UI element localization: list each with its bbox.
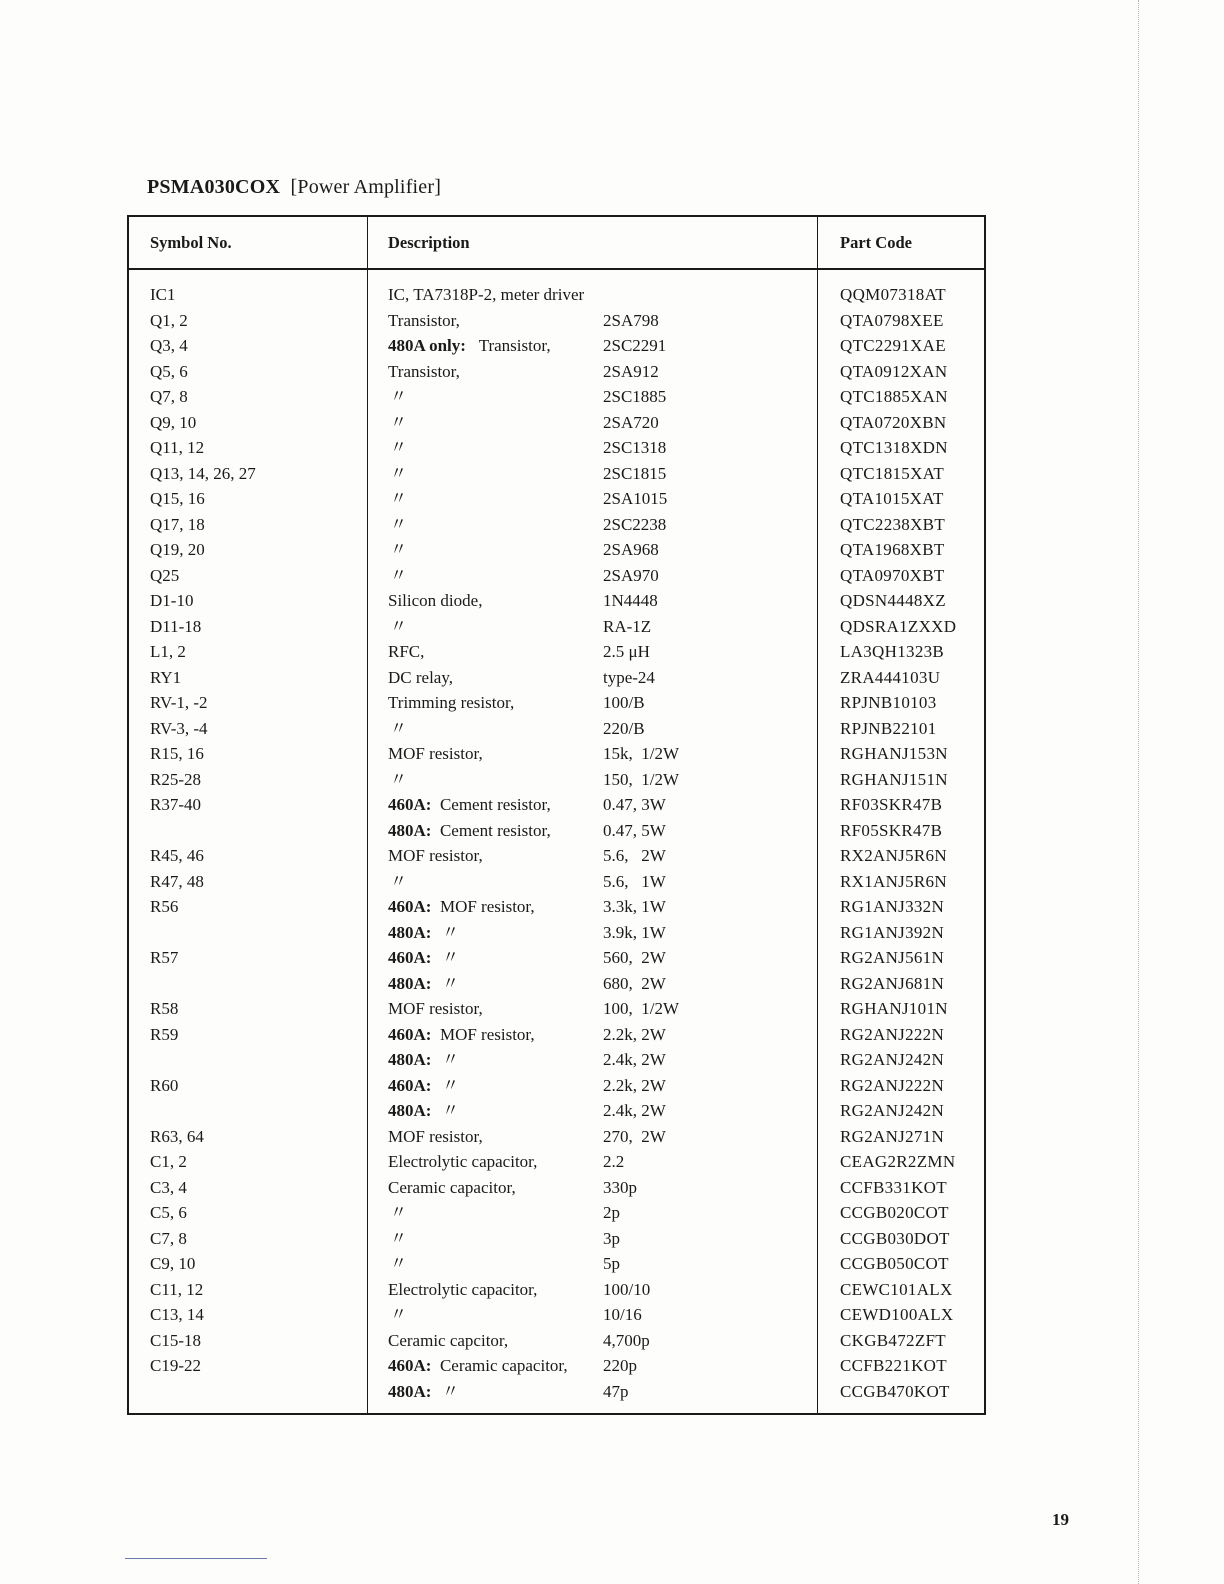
symbol-cell: Q13, 14, 26, 27 xyxy=(150,463,256,483)
symbol-cell: C3, 4 xyxy=(150,1177,187,1197)
symbol-cell: D11-18 xyxy=(150,616,202,636)
value-cell: 47p xyxy=(603,1381,629,1401)
value-cell: 1N4448 xyxy=(603,591,658,610)
description-cell xyxy=(388,996,483,1022)
table-row xyxy=(129,563,984,589)
symbol-cell: R37-40 xyxy=(150,795,201,814)
description-cell xyxy=(388,1302,407,1328)
description-text: IC, TA7318P-2, meter driver xyxy=(388,285,585,304)
description-cell xyxy=(388,461,407,487)
description-text: Electrolytic capacitor, xyxy=(388,1279,538,1299)
description-cell xyxy=(388,1124,483,1150)
description-text: 〃 xyxy=(441,1101,459,1120)
description-cell xyxy=(388,537,407,563)
symbol-cell: Q11, 12 xyxy=(150,438,205,457)
description-text: 〃 xyxy=(390,412,407,432)
model-prefix: 460A: xyxy=(388,948,432,967)
table-row xyxy=(129,384,984,410)
table-row xyxy=(129,614,984,640)
description-text: 〃 xyxy=(441,948,459,967)
header-symbol: Symbol No. xyxy=(150,233,232,252)
table-row xyxy=(129,741,984,767)
value-cell: 100/10 xyxy=(603,1279,651,1299)
part-code-cell: RPJNB10103 xyxy=(840,693,937,712)
description-cell xyxy=(388,333,551,359)
symbol-cell: Q9, 10 xyxy=(150,412,197,432)
description-cell xyxy=(388,282,584,308)
part-code-cell: CCFB221KOT xyxy=(840,1356,947,1375)
table-row xyxy=(129,1200,984,1226)
model-prefix: 480A only: xyxy=(388,336,466,355)
symbol-cell: IC1 xyxy=(150,285,176,304)
description-text: 〃 xyxy=(390,463,407,483)
table-row xyxy=(129,1328,984,1354)
value-cell: 220p xyxy=(603,1356,637,1375)
value-cell: 150, 1/2W xyxy=(603,769,680,789)
symbol-cell: Q17, 18 xyxy=(150,514,205,534)
part-code-cell: RPJNB22101 xyxy=(840,718,937,738)
part-code-cell: RGHANJ151N xyxy=(840,769,948,789)
model-number: PSMA030COX xyxy=(147,176,281,198)
description-cell xyxy=(388,1353,568,1379)
description-text: 〃 xyxy=(441,1075,459,1095)
description-cell xyxy=(388,308,460,334)
symbol-cell: Q15, 16 xyxy=(150,489,205,508)
part-code-cell: QTA0798XEE xyxy=(840,310,944,330)
value-cell: 2SA970 xyxy=(603,565,659,585)
model-prefix: 480A: xyxy=(388,922,432,942)
description-cell xyxy=(388,1277,537,1303)
header-divider xyxy=(129,268,984,270)
description-text: Ceramic capcitor, xyxy=(388,1330,509,1350)
part-code-cell: CCFB331KOT xyxy=(840,1177,947,1197)
part-code-cell: CKGB472ZFT xyxy=(840,1330,946,1350)
table-row xyxy=(129,333,984,359)
symbol-cell: Q5, 6 xyxy=(150,361,188,381)
description-cell xyxy=(388,843,483,869)
part-code-cell: QTC2291XAE xyxy=(840,336,946,355)
part-code-cell: RGHANJ101N xyxy=(840,999,948,1018)
part-code-cell: QQM07318AT xyxy=(840,285,946,304)
value-cell: 2SA912 xyxy=(603,361,659,381)
part-code-cell: ZRA444103U xyxy=(840,667,941,687)
table-row xyxy=(129,996,984,1022)
value-cell: 2SA1015 xyxy=(603,489,668,508)
description-cell xyxy=(388,945,459,971)
description-cell xyxy=(388,665,453,691)
symbol-cell: C19-22 xyxy=(150,1356,201,1375)
part-code-cell: RX1ANJ5R6N xyxy=(840,871,947,891)
symbol-cell: R58 xyxy=(150,999,179,1018)
value-cell: 2.2k, 2W xyxy=(603,1075,666,1095)
description-cell xyxy=(388,1200,407,1226)
symbol-cell: RV-3, -4 xyxy=(150,718,208,738)
footnote-rule xyxy=(125,1558,267,1559)
parts-table xyxy=(127,215,986,1415)
table-row xyxy=(129,435,984,461)
part-code-cell: CEWD100ALX xyxy=(840,1305,954,1324)
description-text: Trimming resistor, xyxy=(388,693,515,712)
description-text: 〃 xyxy=(390,514,407,534)
table-row xyxy=(129,1251,984,1277)
value-cell: 2SC1815 xyxy=(603,463,667,483)
table-row xyxy=(129,1124,984,1150)
value-cell: 100, 1/2W xyxy=(603,999,680,1018)
symbol-cell: C7, 8 xyxy=(150,1228,187,1248)
part-code-cell: RG2ANJ222N xyxy=(840,1024,945,1044)
table-row xyxy=(129,767,984,793)
table-row xyxy=(129,1149,984,1175)
table-row xyxy=(129,639,984,665)
symbol-cell: Q25 xyxy=(150,565,180,585)
table-body xyxy=(129,282,984,1404)
part-code-cell: QTC1885XAN xyxy=(840,387,948,406)
model-prefix: 460A: xyxy=(388,897,432,916)
description-text: 〃 xyxy=(390,565,407,585)
table-row xyxy=(129,894,984,920)
description-text: 〃 xyxy=(390,769,407,789)
description-cell xyxy=(388,1098,459,1124)
value-cell: 3.9k, 1W xyxy=(603,922,666,942)
description-text: 〃 xyxy=(390,616,407,636)
table-row xyxy=(129,1022,984,1048)
description-cell xyxy=(388,639,424,665)
description-cell xyxy=(388,894,535,920)
description-cell xyxy=(388,869,407,895)
symbol-cell: C15-18 xyxy=(150,1330,201,1350)
part-code-cell: RG1ANJ392N xyxy=(840,922,945,942)
part-code-cell: QTA0720XBN xyxy=(840,412,947,432)
value-cell: 4,700p xyxy=(603,1330,650,1350)
description-cell xyxy=(388,716,407,742)
description-cell xyxy=(388,767,407,793)
part-code-cell: CEAG2R2ZMN xyxy=(840,1152,956,1171)
part-code-cell: QTA0912XAN xyxy=(840,361,948,381)
description-cell xyxy=(388,486,407,512)
part-code-cell: CCGB030DOT xyxy=(840,1228,950,1248)
description-text: 〃 xyxy=(441,1050,459,1069)
model-prefix: 480A: xyxy=(388,1101,432,1120)
model-prefix: 480A: xyxy=(388,820,432,840)
value-cell: 3p xyxy=(603,1228,620,1248)
value-cell: 2.5 μH xyxy=(603,642,650,661)
description-cell xyxy=(388,563,407,589)
value-cell: 0.47, 5W xyxy=(603,820,666,840)
description-text: Ceramic capacitor, xyxy=(439,1356,568,1375)
symbol-cell: RY1 xyxy=(150,667,182,687)
description-text: MOF resistor, xyxy=(439,897,535,916)
table-row xyxy=(129,282,984,308)
part-code-cell: CCGB020COT xyxy=(840,1203,949,1222)
description-text: 〃 xyxy=(390,1305,407,1324)
part-code-cell: RG2ANJ222N xyxy=(840,1075,945,1095)
description-text: 〃 xyxy=(441,922,459,942)
value-cell: 15k, 1/2W xyxy=(603,744,680,763)
symbol-cell: C1, 2 xyxy=(150,1152,187,1171)
table-row xyxy=(129,588,984,614)
value-cell: 2p xyxy=(603,1203,620,1222)
value-cell: 2.4k, 2W xyxy=(603,1101,666,1120)
table-row xyxy=(129,1302,984,1328)
part-code-cell: LA3QH1323B xyxy=(840,642,945,661)
symbol-cell: Q3, 4 xyxy=(150,336,188,355)
description-text: 〃 xyxy=(390,387,407,406)
description-text: DC relay, xyxy=(388,667,453,687)
table-row xyxy=(129,1175,984,1201)
part-code-cell: RG2ANJ242N xyxy=(840,1101,945,1120)
symbol-cell: R25-28 xyxy=(150,769,201,789)
description-text: MOF resistor, xyxy=(388,999,483,1018)
part-code-cell: QDSRA1ZXXD xyxy=(840,616,957,636)
description-text: Transistor, xyxy=(388,310,460,330)
table-row xyxy=(129,716,984,742)
part-code-cell: QTC1815XAT xyxy=(840,463,945,483)
description-text: 〃 xyxy=(390,438,407,457)
description-cell xyxy=(388,1149,537,1175)
description-text: Cement resistor, xyxy=(439,820,551,840)
description-cell xyxy=(388,512,407,538)
value-cell: 560, 2W xyxy=(603,948,666,967)
symbol-cell: C11, 12 xyxy=(150,1279,204,1299)
table-row xyxy=(129,690,984,716)
description-cell xyxy=(388,1379,459,1405)
part-code-cell: CCGB470KOT xyxy=(840,1381,950,1401)
part-code-cell: QTC1318XDN xyxy=(840,438,948,457)
model-prefix: 460A: xyxy=(388,1356,432,1375)
description-text: MOF resistor, xyxy=(388,1126,483,1146)
model-prefix: 460A: xyxy=(388,1024,432,1044)
part-code-cell: RG2ANJ242N xyxy=(840,1050,945,1069)
part-code-cell: RF05SKR47B xyxy=(840,820,943,840)
description-text: 〃 xyxy=(390,1228,407,1248)
value-cell: 270, 2W xyxy=(603,1126,666,1146)
description-cell xyxy=(388,1022,535,1048)
value-cell: 2SC1885 xyxy=(603,387,667,406)
table-row xyxy=(129,843,984,869)
table-row xyxy=(129,308,984,334)
description-cell xyxy=(388,1328,508,1354)
part-code-cell: RG2ANJ681N xyxy=(840,973,945,993)
description-cell xyxy=(388,690,514,716)
symbol-cell: Q19, 20 xyxy=(150,540,205,559)
value-cell: 2.2 xyxy=(603,1152,625,1171)
description-text: 〃 xyxy=(390,1203,407,1222)
part-code-cell: RF03SKR47B xyxy=(840,795,943,814)
value-cell: 5p xyxy=(603,1254,620,1273)
part-code-cell: QTA1015XAT xyxy=(840,489,944,508)
description-text: 〃 xyxy=(390,1254,407,1273)
table-row xyxy=(129,537,984,563)
table-row xyxy=(129,461,984,487)
table-row xyxy=(129,869,984,895)
part-code-cell: QTA1968XBT xyxy=(840,540,945,559)
description-text: 〃 xyxy=(441,973,459,993)
symbol-cell: R15, 16 xyxy=(150,744,204,763)
description-text: MOF resistor, xyxy=(439,1024,535,1044)
description-cell xyxy=(388,588,482,614)
value-cell: type-24 xyxy=(603,667,655,687)
description-cell xyxy=(388,1251,407,1277)
description-text: Transistor, xyxy=(388,361,460,381)
description-text: Cement resistor, xyxy=(439,795,551,814)
part-code-cell: CEWC101ALX xyxy=(840,1279,953,1299)
value-cell: 2SA720 xyxy=(603,412,659,432)
part-code-cell: QDSN4448XZ xyxy=(840,591,946,610)
description-cell xyxy=(388,614,407,640)
value-cell: 2SC1318 xyxy=(603,438,667,457)
description-text: Transistor, xyxy=(478,336,551,355)
part-code-cell: QTC2238XBT xyxy=(840,514,945,534)
table-row xyxy=(129,359,984,385)
value-cell: RA-1Z xyxy=(603,616,652,636)
description-cell xyxy=(388,920,459,946)
model-prefix: 480A: xyxy=(388,1381,432,1401)
part-code-cell: CCGB050COT xyxy=(840,1254,949,1273)
table-row xyxy=(129,945,984,971)
table-row xyxy=(129,1047,984,1073)
model-prefix: 480A: xyxy=(388,1050,432,1069)
description-cell xyxy=(388,410,407,436)
description-cell xyxy=(388,1175,516,1201)
description-cell xyxy=(388,971,459,997)
table-row xyxy=(129,486,984,512)
table-row xyxy=(129,665,984,691)
description-text: MOF resistor, xyxy=(388,744,483,763)
part-code-cell: RG1ANJ332N xyxy=(840,897,945,916)
table-row xyxy=(129,1098,984,1124)
description-text: Electrolytic capacitor, xyxy=(388,1152,538,1171)
description-cell xyxy=(388,384,407,410)
value-cell: 2SC2238 xyxy=(603,514,667,534)
value-cell: 2SA798 xyxy=(603,310,659,330)
symbol-cell: D1-10 xyxy=(150,591,194,610)
part-code-cell: QTA0970XBT xyxy=(840,565,945,585)
symbol-cell: R47, 48 xyxy=(150,871,204,891)
description-cell xyxy=(388,1073,459,1099)
table-row xyxy=(129,1277,984,1303)
table-row xyxy=(129,512,984,538)
table-row xyxy=(129,920,984,946)
part-code-cell: RG2ANJ271N xyxy=(840,1126,945,1146)
value-cell: 2SA968 xyxy=(603,540,659,559)
description-cell xyxy=(388,818,551,844)
symbol-cell: C9, 10 xyxy=(150,1254,196,1273)
description-cell xyxy=(388,792,551,818)
table-row xyxy=(129,1379,984,1405)
header-part-code: Part Code xyxy=(840,233,912,252)
symbol-cell: R60 xyxy=(150,1075,179,1095)
header-description: Description xyxy=(388,233,470,252)
table-row xyxy=(129,1353,984,1379)
symbol-cell: R56 xyxy=(150,897,179,916)
description-cell xyxy=(388,359,460,385)
page-number: 19 xyxy=(1052,1510,1069,1529)
model-prefix: 460A: xyxy=(388,795,432,814)
symbol-cell: Q1, 2 xyxy=(150,310,188,330)
symbol-cell: C13, 14 xyxy=(150,1305,204,1324)
table-row xyxy=(129,410,984,436)
part-code-cell: RG2ANJ561N xyxy=(840,948,945,967)
description-text: 〃 xyxy=(390,540,407,559)
description-text: MOF resistor, xyxy=(388,846,483,865)
symbol-cell: L1, 2 xyxy=(150,642,186,661)
value-cell: 100/B xyxy=(603,693,645,712)
model-prefix: 460A: xyxy=(388,1075,432,1095)
part-code-cell: RX2ANJ5R6N xyxy=(840,846,947,865)
description-text: 〃 xyxy=(390,718,407,738)
table-row xyxy=(129,1073,984,1099)
description-text: Ceramic capacitor, xyxy=(388,1177,516,1197)
symbol-cell: Q7, 8 xyxy=(150,387,188,406)
description-text: Silicon diode, xyxy=(388,591,483,610)
symbol-cell: R57 xyxy=(150,948,179,967)
value-cell: 2SC2291 xyxy=(603,336,667,355)
value-cell: 330p xyxy=(603,1177,637,1197)
description-text: RFC, xyxy=(388,642,425,661)
value-cell: 220/B xyxy=(603,718,645,738)
section-name: [Power Amplifier] xyxy=(290,176,442,198)
value-cell: 2.2k, 2W xyxy=(603,1024,666,1044)
value-cell: 2.4k, 2W xyxy=(603,1050,666,1069)
value-cell: 5.6, 1W xyxy=(603,871,666,891)
value-cell: 5.6, 2W xyxy=(603,846,666,865)
scan-edge-line xyxy=(1138,0,1139,1584)
value-cell: 680, 2W xyxy=(603,973,666,993)
description-cell xyxy=(388,1226,407,1252)
value-cell: 0.47, 3W xyxy=(603,795,666,814)
description-cell xyxy=(388,1047,459,1073)
symbol-cell: RV-1, -2 xyxy=(150,693,208,712)
description-text: 〃 xyxy=(441,1381,459,1401)
table-row xyxy=(129,971,984,997)
description-cell xyxy=(388,741,483,767)
model-prefix: 480A: xyxy=(388,973,432,993)
description-cell xyxy=(388,435,407,461)
page-title xyxy=(147,176,441,199)
description-text: 〃 xyxy=(390,489,407,508)
table-row xyxy=(129,818,984,844)
value-cell: 10/16 xyxy=(603,1305,642,1324)
description-text: 〃 xyxy=(390,871,407,891)
symbol-cell: C5, 6 xyxy=(150,1203,187,1222)
part-code-cell: RGHANJ153N xyxy=(840,744,948,763)
table-row xyxy=(129,792,984,818)
value-cell: 3.3k, 1W xyxy=(603,897,666,916)
symbol-cell: R63, 64 xyxy=(150,1126,204,1146)
symbol-cell: R59 xyxy=(150,1024,179,1044)
symbol-cell: R45, 46 xyxy=(150,846,204,865)
table-row xyxy=(129,1226,984,1252)
